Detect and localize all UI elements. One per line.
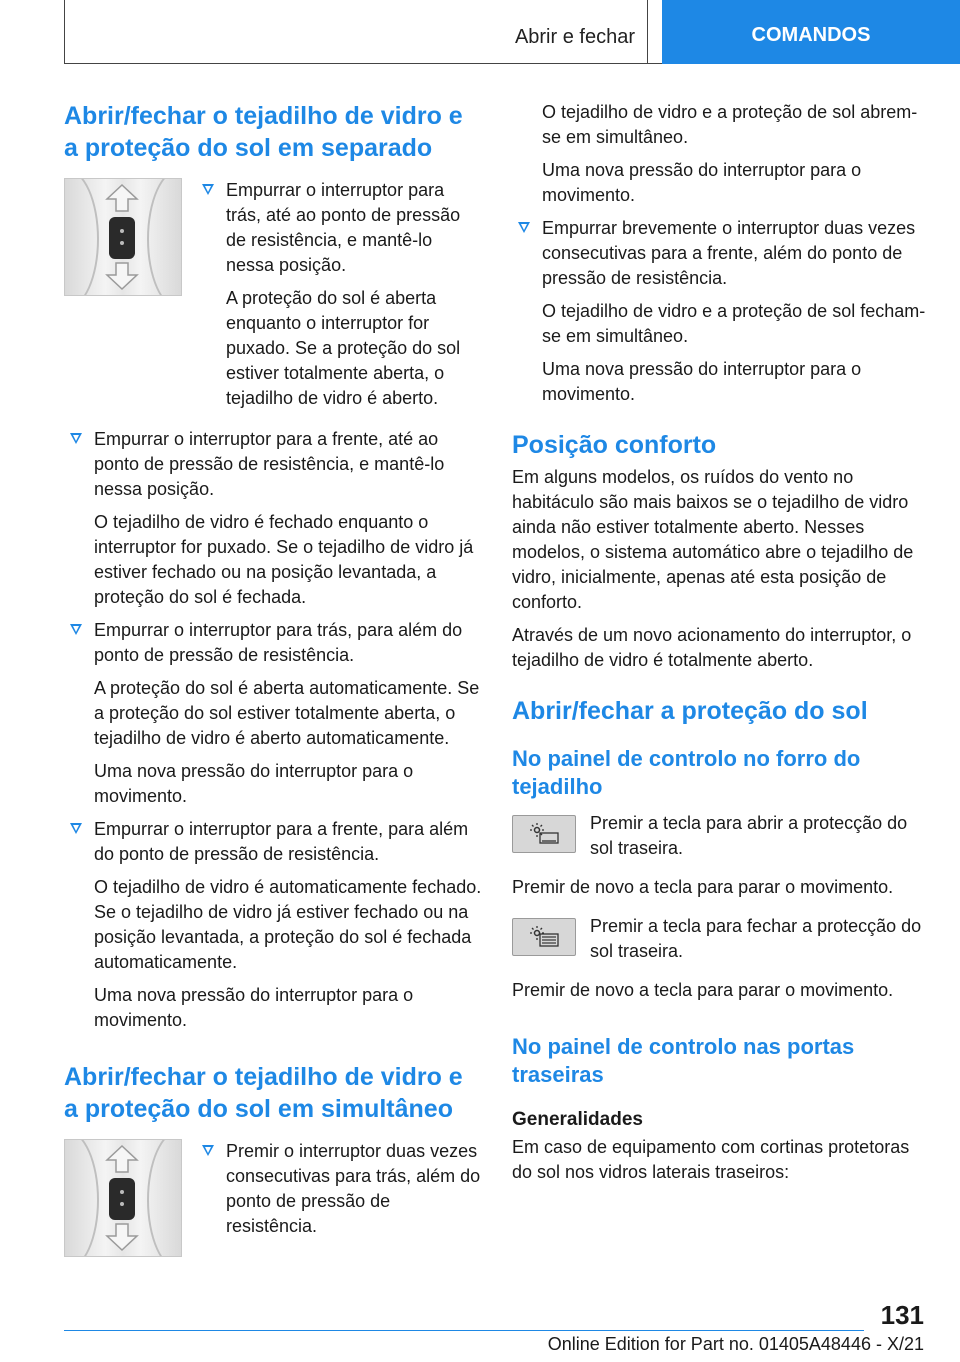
right-column: [512, 100, 926, 1193]
bullet-triangle-icon: [202, 184, 214, 195]
heading-conforto: Posição conforto: [512, 431, 717, 459]
paragraph: Através de um novo acionamento do interruptor, o tejadilho de vidro é totalmente aberto.: [512, 625, 912, 670]
arrow-up-icon: [105, 1144, 139, 1174]
left-column: [64, 100, 482, 1265]
list-item: Empurrar o interruptor para trás, até ao ponto de pressão de resistência, e mantê-lo nessa posição. A proteção do sol é aberta enquanto o interruptor for puxado. Se a proteção do sol estiver totalmente aberta, o tejadilho de vidro é aberto.: [196, 178, 482, 411]
subheading-generalidades: Generalidades: [512, 1109, 643, 1130]
subheading-portas: No painel de controlo nas portas traseiras: [512, 1034, 855, 1087]
list-item: Empurrar o interruptor para trás, para além do ponto de pressão de resistência. A proteção do sol é aberta automaticamente. Se a proteção do sol estiver totalmente aberta, o tejadilho de vidro é aberto automaticamente. Uma nova pressão do interruptor para o movimento.: [64, 618, 482, 809]
bullet-triangle-icon: [518, 222, 530, 233]
roof-switch: [109, 1178, 135, 1220]
continued-text: Uma nova pressão do interruptor para o movimento.: [542, 160, 862, 205]
switch-illustration: [64, 1139, 182, 1257]
paragraph: Em alguns modelos, os ruídos do vento no habitáculo são mais baixos se o tejadilho de vidro ainda não estiver totalmente aberto. Nesses modelos, o sistema automático abre o tejadilho de vidro, inicialmente, apenas até esta posição de conforto.: [512, 467, 914, 612]
list-item: Empurrar o interruptor para a frente, para além do ponto de pressão de resistência. O tejadilho de vidro é automaticamente fechado. Se o tejadilho de vidro já estiver fechado ou na posição levantada, a proteção do sol é fechada automaticamente. Uma nova pressão do interruptor para o movimento.: [64, 817, 482, 1033]
heading-simultaneous: Abrir/fechar o tejadilho de vidro e a proteção do sol em simultâneo: [64, 1063, 463, 1123]
arrow-down-icon: [105, 1222, 139, 1252]
page-number: 131: [880, 1300, 924, 1330]
list-item: Empurrar o interruptor para a frente, até ao ponto de pressão de resistência, e mantê-lo nessa posição. O tejadilho de vidro é fechado enquanto o interruptor for puxado. Se o tejadilho de vidro já estiver fechado ou na posição levantada, a proteção do sol é fechada.: [64, 427, 482, 610]
figure-row-1: [64, 178, 482, 419]
bullet-triangle-icon: [202, 1145, 214, 1156]
figure-row-2: [64, 1139, 482, 1257]
footer-rule: [64, 1330, 864, 1331]
subheading-forro: No painel de controlo no forro do tejadilho: [512, 746, 861, 799]
heading-protecao: Abrir/fechar a proteção do sol: [512, 697, 868, 725]
header-tab: [64, 0, 648, 64]
sunblind-close-icon: [513, 919, 575, 955]
section-title: Abrir e fechar: [514, 26, 635, 48]
arrow-up-icon: [105, 183, 139, 213]
continued-text: O tejadilho de vidro e a proteção de sol abrem-se em simultâneo.: [542, 102, 918, 147]
bullet-triangle-icon: [70, 823, 82, 834]
switch-illustration: [64, 178, 182, 296]
list-item: Premir o interruptor duas vezes consecutivas para trás, além do ponto de pressão de resistência.: [196, 1139, 482, 1239]
paragraph: Premir de novo a tecla para parar o movimento.: [512, 980, 894, 1000]
key-row-close: Premir a tecla para fechar a protecção do sol traseira.: [512, 914, 926, 972]
chapter-tab[interactable]: COMANDOS: [662, 0, 960, 64]
sunblind-open-icon: [513, 816, 575, 852]
arrow-down-icon: [105, 261, 139, 291]
edition-note: Online Edition for Part no. 01405A48446 - X/21: [547, 1334, 924, 1354]
heading-separate: Abrir/fechar o tejadilho de vidro e a proteção do sol em separado: [64, 102, 463, 162]
sunblind-close-button[interactable]: [512, 918, 576, 956]
paragraph: Premir de novo a tecla para parar o movimento.: [512, 877, 894, 897]
bullet-triangle-icon: [70, 624, 82, 635]
paragraph: Em caso de equipamento com cortinas protetoras do sol nos vidros laterais traseiros:: [512, 1137, 910, 1182]
list-item: Empurrar brevemente o interruptor duas vezes consecutivas para a frente, além do ponto de pressão de resistência. O tejadilho de vidro e a proteção de sol fecham-se em simultâneo. Uma nova pressão do interruptor para o movimento.: [512, 216, 926, 407]
sunblind-open-button[interactable]: [512, 815, 576, 853]
roof-switch: [109, 217, 135, 259]
bullet-triangle-icon: [70, 433, 82, 444]
key-row-open: Premir a tecla para abrir a protecção do sol traseira.: [512, 811, 926, 869]
